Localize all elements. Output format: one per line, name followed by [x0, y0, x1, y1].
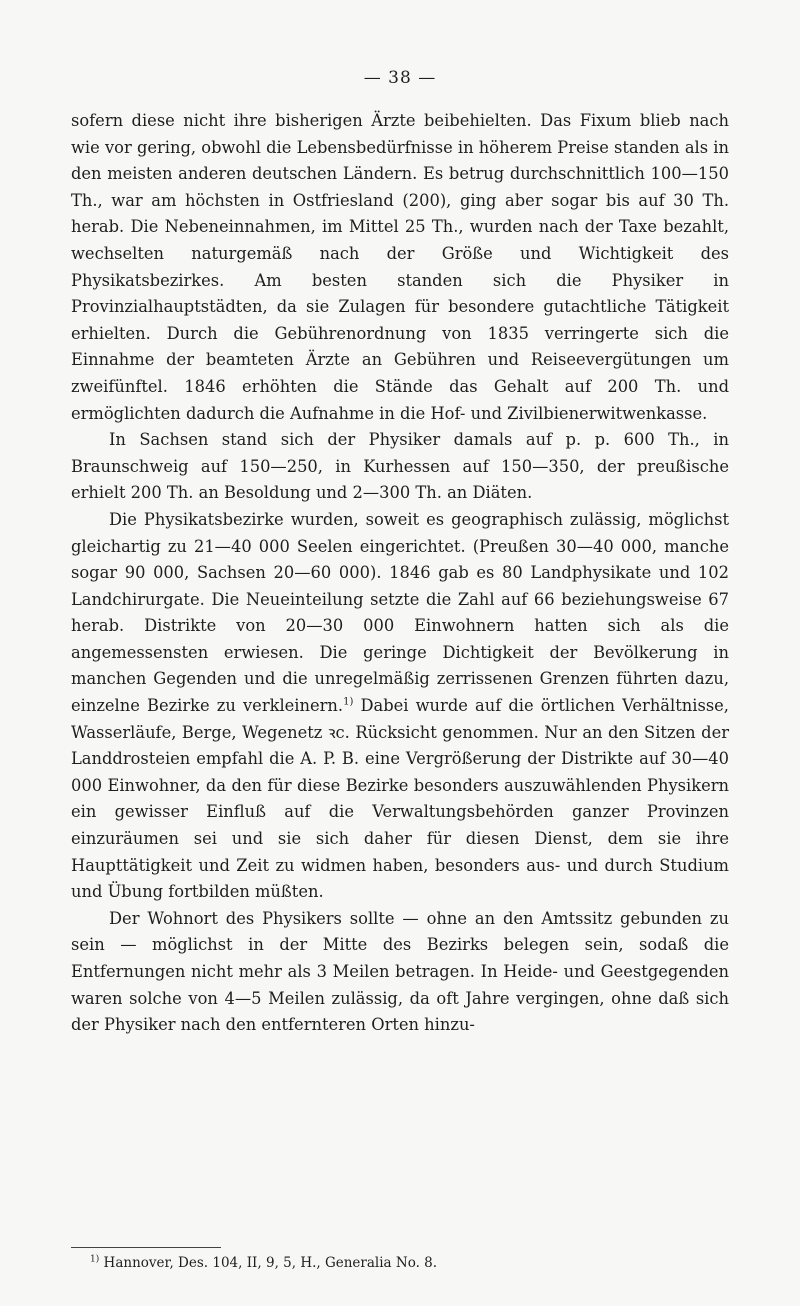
paragraph-2: In Sachsen stand sich der Physiker damals auf p. p. 600 Th., in Braunschweig auf 150—250, in Kurhessen auf 150—350, der preußische erhielt 200 Th. an Besoldung und 2—300 Th. an Diäten.: [71, 430, 729, 503]
footnote-text: Hannover, Des. 104, II, 9, 5, H., Generalia No. 8.: [103, 1255, 438, 1271]
footnote-marker: 1): [90, 1254, 100, 1265]
footnote: [90, 1254, 730, 1272]
footnote-reference: 1): [343, 696, 354, 708]
paragraph-3-text: Die Physikatsbezirke wurden, soweit es geographisch zulässig, möglichst gleichartig zu 21—40 000 Seelen eingerichtet. (Preußen 30—40 000, manche sogar 90 000, Sachsen 20—60 000). 1846 gab es 80 Landphysikate und 102 Landchirurgate. Die Neueinteilung setzte die Zahl auf 66 beziehungsweise 67 herab. Distrikte von 20—30 000 Einwohnern hatten sich als die angemessensten erwiesen. Die geringe Dichtigkeit der Bevölkerung in manchen Gegenden und die unregelmäßig zerrissenen Grenzen führten dazu, einzelne Bezirke zu verkleinern.: [71, 509, 729, 716]
paragraph-1: sofern diese nicht ihre bisherigen Ärzte beibehielten. Das Fixum blieb nach wie vor gering, obwohl die Lebensbedürfnisse in höherem Preise standen als in den meisten anderen deutschen Ländern. Es betrug durchschnittlich 100—150 Th., war am höchsten in Ostfriesland (200), ging aber sogar bis auf 30 Th. herab. Die Nebeneinnahmen, im Mittel 25 Th., wurden nach der Taxe bezahlt, wechselten naturgemäß nach der Größe und Wichtigkeit des Physikatsbezirkes. Am besten standen sich die Physiker in Provinzialhauptstädten, da sie Zulagen für besondere gutachtliche Tätigkeit erhielten. Durch die Gebührenordnung von 1835 verringerte sich die Einnahme der beamteten Ärzte an Gebühren und Reiseevergütungen um zweifünftel. 1846 erhöhten die Stände das Gehalt auf 200 Th. und ermöglichten dadurch die Aufnahme in die Hof- und Zivilbienerwitwenkasse.: [71, 111, 729, 423]
paragraph-3-continuation: Dabei wurde auf die örtlichen Verhältnisse, Wasserläufe, Berge, Wegenetz ꝛc. Rücksicht genommen. Nur an den Sitzen der Landdrosteien empfahl die A. P. B. eine Vergrößerung der Distrikte auf 30—40 000 Einwohner, da den für diese Bezirke besonders auszuwählenden Physikern ein gewisser Einfluß auf die Verwaltungsbehörden ganzer Provinzen einzuräumen sei und sie sich daher für diesen Dienst, dem sie ihre Haupttätigkeit und Zeit zu widmen haben, besonders aus- und durch Studium und Übung fortbilden müßten.: [71, 696, 729, 902]
paragraph-3: [71, 507, 729, 906]
page-number: — 38 —: [363, 68, 437, 88]
paragraph-4: Der Wohnort des Physikers sollte — ohne an den Amtssitz gebunden zu sein — möglichst in der Mitte des Bezirks belegen sein, sodaß die Entfernungen nicht mehr als 3 Meilen betragen. In Heide- und Geestgegenden waren solche von 4—5 Meilen zulässig, da oft Jahre vergingen, ohne daß sich der Physiker nach den entfernteren Orten hinzu-: [71, 908, 729, 1035]
body-text: [71, 108, 729, 1039]
footnote-divider: [71, 1247, 221, 1248]
